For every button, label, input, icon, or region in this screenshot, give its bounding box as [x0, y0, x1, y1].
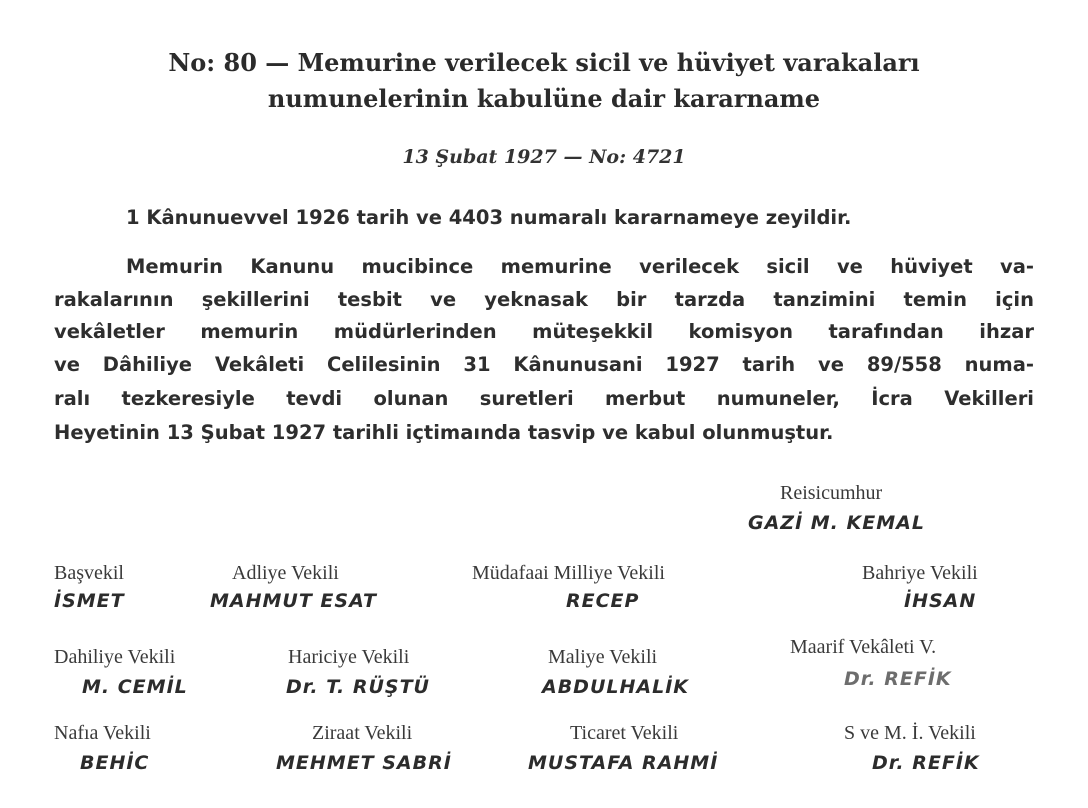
signatory-title-health: S ve M. İ. Vekili	[844, 722, 976, 744]
president-title: Reisicumhur	[780, 482, 883, 504]
signatory-title-finance: Maliye Vekili	[548, 646, 658, 668]
decree-title-line-2: numunelerinin kabulüne dair kararname	[267, 84, 821, 113]
signatory-name-education: Dr. REFİK	[844, 668, 952, 690]
paragraph-line-4: ve Dâhiliye Vekâleti Celilesinin 31 Kânunusani 1927 tarih ve 89/558 numa-	[54, 353, 1034, 376]
signatory-name-justice: MAHMUT ESAT	[210, 590, 377, 612]
signatory-name-navy: İHSAN	[904, 590, 977, 612]
signatory-title-foreign: Hariciye Vekili	[288, 646, 410, 668]
signatory-title-agriculture: Ziraat Vekili	[312, 722, 413, 744]
president-name: GAZİ M. KEMAL	[748, 512, 925, 534]
signatory-title-education: Maarif Vekâleti V.	[790, 636, 937, 658]
signatory-title-navy: Bahriye Vekili	[862, 562, 978, 584]
paragraph-line-6: Heyetinin 13 Şubat 1927 tarihli içtimaında tasvip ve kabul olunmuştur.	[54, 421, 834, 444]
paragraph-line-5: ralı tezkeresiyle tevdi olunan suretleri merbut numuneler, İcra Vekilleri	[54, 387, 1034, 410]
paragraph-line-1: Memurin Kanunu mucibince memurine verilecek sicil ve hüviyet va-	[126, 255, 1034, 278]
signatory-name-public-works: BEHİC	[80, 752, 150, 774]
signatory-title-justice: Adliye Vekili	[232, 562, 339, 584]
signatory-name-defense: RECEP	[566, 590, 640, 612]
paragraph-line-2: rakalarının şekillerini tesbit ve yeknasak bir tarzda tanzimini temin için	[54, 288, 1034, 311]
decree-date-number: 13 Şubat 1927 — No: 4721	[402, 146, 686, 168]
decree-title-line-1: No: 80 — Memurine verilecek sicil ve hüviyet varakaları	[168, 48, 920, 77]
signatory-name-foreign: Dr. T. RÜŞTÜ	[286, 676, 430, 698]
signatory-title-prime-minister: Başvekil	[54, 562, 124, 584]
signatory-name-health: Dr. REFİK	[872, 752, 980, 774]
signatory-title-public-works: Nafıa Vekili	[54, 722, 151, 744]
signatory-name-interior: M. CEMİL	[82, 676, 188, 698]
signatory-title-defense: Müdafaai Milliye Vekili	[472, 562, 665, 584]
paragraph-line-3: vekâletler memurin müdürlerinden müteşekkil komisyon tarafından ihzar	[54, 320, 1034, 343]
signatory-title-commerce: Ticaret Vekili	[570, 722, 679, 744]
signatory-name-prime-minister: İSMET	[54, 590, 125, 612]
signatory-name-finance: ABDULHALİK	[542, 676, 689, 698]
signatory-name-commerce: MUSTAFA RAHMİ	[528, 752, 719, 774]
signatory-title-interior: Dahiliye Vekili	[54, 646, 176, 668]
signatory-name-agriculture: MEHMET SABRİ	[276, 752, 452, 774]
intro-sentence: 1 Kânunuevvel 1926 tarih ve 4403 numaralı kararnameye zeyildir.	[126, 206, 852, 229]
